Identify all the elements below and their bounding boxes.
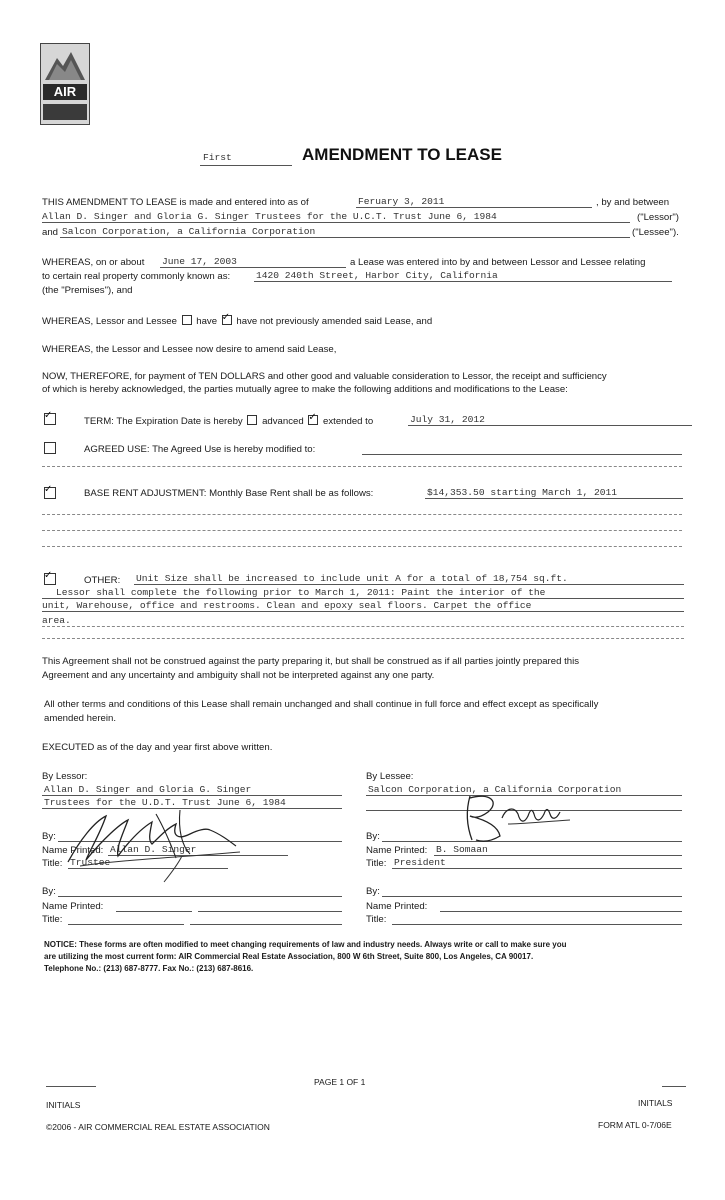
- initials-right-line[interactable]: [662, 1086, 686, 1087]
- lessee-signature-line-2[interactable]: [382, 896, 682, 897]
- term-checkbox[interactable]: [44, 413, 56, 425]
- lessor-block-name-2: Trustees for the U.D.T. Trust June 6, 1984: [44, 797, 286, 808]
- have-not-label: have not previously amended said Lease, and: [236, 316, 433, 327]
- executed-text: EXECUTED as of the day and year first above written.: [42, 742, 273, 753]
- extended-label: extended to: [323, 416, 374, 427]
- whereas1-text-2: a Lease was entered into by and between Lessor and Lessee relating: [350, 257, 646, 268]
- rent-line-2: [42, 514, 682, 515]
- lessor-name2-line-b: [198, 911, 342, 912]
- intro-date: Feruary 3, 2011: [358, 196, 445, 207]
- initials-right-label: INITIALS: [638, 1098, 673, 1108]
- now-therefore-line-2: of which is hereby acknowledged, the parties mutually agree to make the following additions and modifications to the Lease:: [42, 384, 568, 395]
- lessor-name: Allan D. Singer and Gloria G. Singer Trustees for the U.C.T. Trust June 6, 1984: [42, 211, 497, 222]
- lessor-block-line-1: [42, 795, 342, 796]
- other-line-1-text: Unit Size shall be increased to include unit A for a total of 18,754 sq.ft.: [136, 573, 568, 584]
- use-line-1: [362, 454, 682, 455]
- ordinal-line: [200, 165, 292, 166]
- other-checkbox-wrap: [42, 573, 58, 587]
- copyright-text: ©2006 - AIR COMMERCIAL REAL ESTATE ASSOCIATION: [46, 1122, 270, 1132]
- lessor-by-label: By:: [42, 831, 56, 842]
- advanced-checkbox[interactable]: [247, 415, 257, 425]
- premises-address: 1420 240th Street, Harbor City, California: [256, 270, 498, 281]
- intro-text-1: THIS AMENDMENT TO LEASE is made and entered into as of: [42, 197, 309, 208]
- whereas1-text-1: WHEREAS, on or about: [42, 257, 145, 268]
- air-logo: [40, 43, 90, 125]
- other-label: OTHER:: [84, 575, 121, 586]
- lessee-signature-icon: [440, 784, 580, 854]
- mountain-logo-icon: [45, 50, 85, 80]
- other-line-3: [42, 611, 684, 612]
- lessee-title2-line: [392, 924, 682, 925]
- lessee-by-label: By:: [366, 831, 380, 842]
- lease-date: June 17, 2003: [162, 256, 237, 267]
- initials-left-line[interactable]: [46, 1086, 96, 1087]
- base-rent-checkbox[interactable]: [44, 487, 56, 499]
- lessor-title2-line-b: [190, 924, 342, 925]
- lessee-block-name-1: Salcon Corporation, a California Corporation: [368, 784, 622, 795]
- lessor-name-printed2-label: Name Printed:: [42, 901, 104, 912]
- agreed-use-checkbox[interactable]: [44, 442, 56, 454]
- lessee-name: Salcon Corporation, a California Corporation: [62, 226, 316, 237]
- other-line-4-text: area.: [42, 615, 71, 626]
- clause1-line-2: Agreement and any uncertainty and ambiguity shall not be interpreted against any one party.: [42, 670, 435, 681]
- term-checkbox-wrap: [42, 413, 58, 427]
- lessee-name2-line: [440, 911, 682, 912]
- term-row: [84, 415, 373, 427]
- other-line-1: [134, 584, 684, 585]
- notice-line-3: Telephone No.: (213) 687-8777. Fax No.: (213) 687-8616.: [44, 964, 254, 973]
- lessor-by2-label: By:: [42, 886, 56, 897]
- whereas3-text: WHEREAS, the Lessor and Lessee now desire to amend said Lease,: [42, 344, 337, 355]
- notice-line-2: are utilizing the most current form: AIR Commercial Real Estate Association, 800 W 6th Street, Suite 800, Los Angeles, CA 90017.: [44, 952, 534, 961]
- lessor-signature-line-2[interactable]: [58, 896, 342, 897]
- intro-text-2: , by and between: [596, 197, 670, 208]
- lessee-name-printed-label: Name Printed:: [366, 845, 428, 856]
- rent-line-1: [425, 498, 683, 499]
- lessor-tag: ("Lessor"): [637, 212, 679, 223]
- now-therefore-line-1: NOW, THEREFORE, for payment of TEN DOLLARS and other good and valuable consideration to Lessor, the receipt and sufficiency: [42, 371, 607, 382]
- whereas2-text: WHEREAS, Lessor and Lessee: [42, 316, 177, 327]
- have-checkbox[interactable]: [182, 315, 192, 325]
- lessor-title-value: Trustee: [70, 857, 111, 868]
- page-number: PAGE 1 OF 1: [314, 1077, 366, 1087]
- base-rent-text: BASE RENT ADJUSTMENT: Monthly Base Rent shall be as follows:: [84, 488, 374, 499]
- intro-date-line: [356, 207, 592, 208]
- extended-checkbox[interactable]: [308, 415, 318, 425]
- lessor-name-printed-value: Allan D. Singer: [110, 844, 197, 855]
- initials-left-label: INITIALS: [46, 1100, 81, 1110]
- lessor-block-name-1: Allan D. Singer and Gloria G. Singer: [44, 784, 252, 795]
- lessor-signature-icon: [60, 800, 260, 892]
- lessee-name-line: [434, 855, 682, 856]
- form-number: FORM ATL 0-7/06E: [598, 1120, 672, 1130]
- document-title: AMENDMENT TO LEASE: [302, 145, 502, 164]
- by-lessor-label: By Lessor:: [42, 771, 88, 782]
- rent-checkbox-wrap: [42, 487, 58, 501]
- lessee-title-label: Title:: [366, 858, 387, 869]
- whereas1-text-4: (the "Premises"), and: [42, 285, 133, 296]
- use-checkbox-wrap: [42, 442, 58, 456]
- intro-and: and: [42, 227, 59, 238]
- lessor-title2-label: Title:: [42, 914, 63, 925]
- have-label: have: [196, 316, 218, 327]
- lessor-name2-line-a: [116, 911, 192, 912]
- notice-line-1: NOTICE: These forms are often modified to meet changing requirements of law and industry needs. Always write or call to make sure you: [44, 940, 567, 949]
- lease-date-line: [160, 267, 346, 268]
- lessor-name-printed-label: Name Printed:: [42, 845, 104, 856]
- other-line-2-text: Lessor shall complete the following prior to March 1, 2011: Paint the interior of the: [56, 587, 546, 598]
- lessee-title2-label: Title:: [366, 914, 387, 925]
- lessee-name-printed2-label: Name Printed:: [366, 901, 428, 912]
- by-lessee-label: By Lessee:: [366, 771, 414, 782]
- use-line-2: [42, 466, 682, 467]
- other-checkbox[interactable]: [44, 573, 56, 585]
- advanced-label: advanced: [262, 416, 304, 427]
- lessor-line: [42, 222, 630, 223]
- clause1-line-1: This Agreement shall not be construed against the party preparing it, but shall be construed as if all parties jointly prepared this: [42, 656, 580, 667]
- amendment-ordinal: First: [203, 152, 232, 163]
- whereas2-row: [42, 315, 432, 327]
- expiration-date: July 31, 2012: [410, 414, 485, 425]
- whereas1-text-3: to certain real property commonly known as:: [42, 271, 231, 282]
- lessee-tag: ("Lessee").: [632, 227, 679, 238]
- logo-text: AIR: [43, 84, 87, 100]
- other-line-2: [42, 598, 684, 599]
- base-rent-value: $14,353.50 starting March 1, 2011: [427, 487, 617, 498]
- other-line-5: [42, 638, 684, 639]
- term-line: [408, 425, 692, 426]
- rent-line-3: [42, 530, 682, 531]
- address-line: [254, 281, 672, 282]
- other-line-4: [42, 626, 684, 627]
- lessee-title-value: President: [394, 857, 446, 868]
- lessor-title2-line-a: [68, 924, 184, 925]
- rent-line-4: [42, 546, 682, 547]
- have-not-checkbox[interactable]: [222, 315, 232, 325]
- lessee-by2-label: By:: [366, 886, 380, 897]
- lessee-line: [60, 237, 630, 238]
- term-text: TERM: The Expiration Date is hereby: [84, 416, 243, 427]
- lessee-name-printed-value: B. Somaan: [436, 844, 488, 855]
- agreed-use-text: AGREED USE: The Agreed Use is hereby modified to:: [84, 444, 316, 455]
- other-line-3-text: unit, Warehouse, office and restrooms. Clean and epoxy seal floors. Carpet the office: [42, 600, 532, 611]
- lessee-title-line: [392, 868, 682, 869]
- logo-strip: [43, 104, 87, 120]
- clause2-line-1: All other terms and conditions of this Lease shall remain unchanged and shall continue in full force and effect except as specifically: [44, 699, 599, 710]
- clause2-line-2: amended herein.: [44, 713, 117, 724]
- lessor-title-label: Title:: [42, 858, 63, 869]
